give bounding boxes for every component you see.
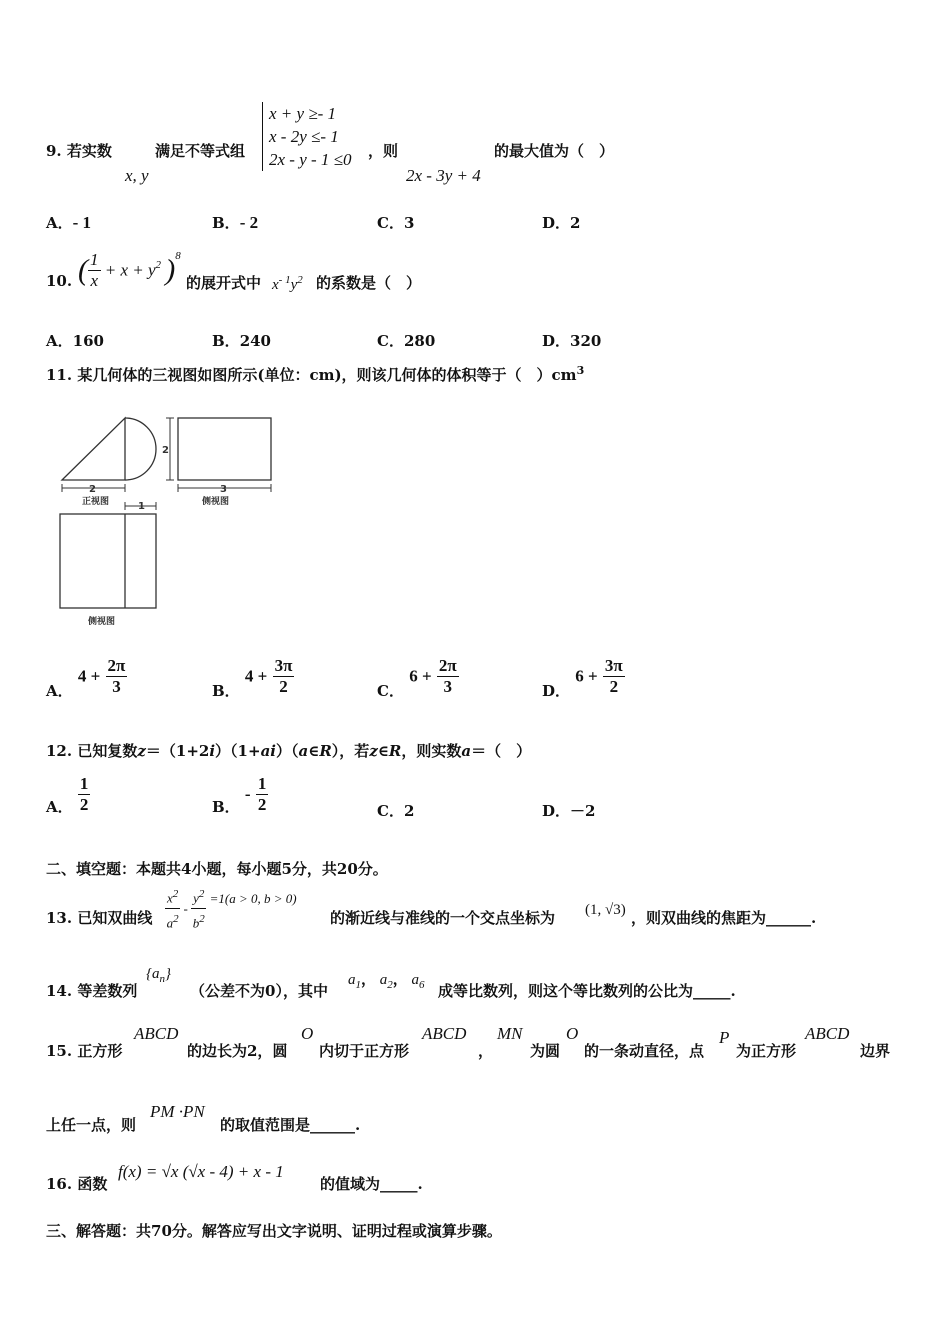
q15-mn: MN	[497, 1024, 523, 1043]
q10-number: 10.	[46, 272, 73, 290]
q15-p: P	[719, 1028, 730, 1047]
q16-function: f(x) = √x (√x - 4) + x - 1	[118, 1162, 284, 1181]
q9-option-c: C．3	[377, 214, 415, 232]
q9-text-c: ，则	[368, 142, 399, 160]
q15-text-a: 15. 正方形	[46, 1042, 123, 1060]
q14-text-b: （公差不为0），其中	[190, 982, 328, 1000]
q9-option-b: B．- 2	[212, 213, 259, 232]
q15-text-d: ，	[478, 1042, 494, 1060]
top-view-rect	[60, 514, 156, 608]
q12-option-c: C．2	[377, 802, 415, 820]
q15-o-2: O	[566, 1024, 579, 1043]
q15-line2-a: 上任一点，则	[46, 1116, 137, 1134]
q14-text-a: 14. 等差数列	[46, 982, 138, 1000]
q15-text-g: 为正方形	[736, 1042, 797, 1060]
q11-option-c: C． 6 + $\frac{2\pi}{3}$	[377, 656, 457, 700]
side-view-label: 侧视图	[202, 497, 230, 507]
q12-option-b: B． - $\frac{1}{2}$	[212, 774, 267, 816]
q15-o-1: O	[301, 1024, 314, 1043]
q10-option-c: C．280	[377, 332, 436, 350]
q15-text-h: 边界	[860, 1042, 891, 1060]
q9-expr: 2x - 3y + 4	[406, 166, 481, 185]
q9-option-d: D．2	[542, 214, 581, 232]
q9-ineq2: x - 2y ≤- 1	[269, 127, 339, 146]
q10-option-d: D．320	[542, 332, 602, 350]
q10-option-a: A．160	[46, 332, 104, 350]
q11-stem: 11. 某几何体的三视图如图所示(单位：cm)，则该几何体的体积等于（ ）$cm^3$	[46, 364, 585, 384]
top-view-label: 侧视图	[88, 617, 116, 627]
q9-ineq3: 2x - y - 1 ≤0	[269, 150, 352, 169]
q9-option-a: A．- 1	[46, 213, 92, 232]
q15-text-c: 内切于正方形	[319, 1042, 410, 1060]
q10-option-b: B．240	[212, 332, 271, 350]
side-view-rect	[178, 418, 271, 480]
q16-text-a: 16. 函数	[46, 1175, 108, 1193]
q11-option-a: A． 4 + $\frac{2\pi}{3}$	[46, 656, 126, 700]
dim-height: 2	[162, 445, 169, 456]
q14-sequence: $\{a_n\}$	[146, 966, 171, 985]
q9-text-d: 的最大值为（ ）	[494, 142, 615, 160]
q12-option-a: A． $\frac{1}{2}$	[46, 774, 89, 816]
q14-terms: $a_1$， $a_2$， $a_6$	[348, 972, 425, 991]
q9-inequality-system	[262, 102, 352, 171]
q10-term: $x^{- 1}y^2$	[272, 274, 303, 293]
q9-stem: 9. 若实数	[46, 142, 112, 160]
section-3-heading: 三、解答题：共70分。解答应写出文字说明、证明过程或演算步骤。	[46, 1222, 502, 1240]
front-view-semicircle	[125, 418, 156, 480]
q15-text-e: 为圆	[530, 1042, 561, 1060]
front-view-shape	[62, 418, 125, 480]
q15-abcd-3: ABCD	[805, 1024, 850, 1043]
q11-option-b: B． 4 + $\frac{3\pi}{2}$	[212, 656, 293, 700]
q10-text-a: 的展开式中	[186, 274, 262, 292]
q16-text-b: 的值域为_____.	[320, 1175, 423, 1193]
q10-expression: ( $\frac{1}{x}$ + $x + y^2$ )$^8$	[78, 250, 181, 290]
q15-text-b: 的边长为2，圆	[187, 1042, 288, 1060]
q10-text-b: 的系数是（ ）	[316, 274, 422, 292]
q15-dot-product: PM ·PN	[150, 1102, 205, 1121]
q15-text-f: 的一条动直径，点	[584, 1042, 705, 1060]
q14-text-c: 成等比数列，则这个等比数列的公比为_____.	[438, 982, 736, 1000]
q9-text-b: 满足不等式组	[155, 142, 246, 160]
q12-option-d: D．－2	[542, 802, 596, 820]
q9-vars: x, y	[125, 166, 149, 185]
dim-side-width: 3	[220, 484, 227, 495]
q12-stem: 12. 已知复数z＝（1+2i）（1+ai）（a∈R），若z∈R，则实数a＝（ ）	[46, 742, 532, 760]
dim-front-width: 2	[89, 484, 96, 495]
q15-line2-b: 的取值范围是______.	[220, 1116, 361, 1134]
dim-top: 1	[138, 501, 145, 512]
q13-point: (1, √3)	[585, 902, 626, 918]
q9-ineq1: x + y ≥- 1	[269, 104, 337, 123]
q13-text-c: ，则双曲线的焦距为______.	[631, 909, 817, 927]
q15-abcd-1: ABCD	[134, 1024, 179, 1043]
section-2-heading: 二、填空题：本题共4小题，每小题5分，共20分。	[46, 860, 388, 878]
three-view-figure	[52, 410, 282, 632]
q13-text-a: 13. 已知双曲线	[46, 909, 153, 927]
q11-option-d: D． 6 + $\frac{3\pi}{2}$	[542, 656, 623, 700]
q13-hyperbola: $\frac{x^2}{a^2}$ - $\frac{y^2}{b^2}$ =1(a > 0, b > 0)	[165, 884, 297, 934]
front-view-label: 正视图	[82, 497, 110, 507]
q13-text-b: 的渐近线与准线的一个交点坐标为	[330, 909, 556, 927]
q15-abcd-2: ABCD	[422, 1024, 467, 1043]
